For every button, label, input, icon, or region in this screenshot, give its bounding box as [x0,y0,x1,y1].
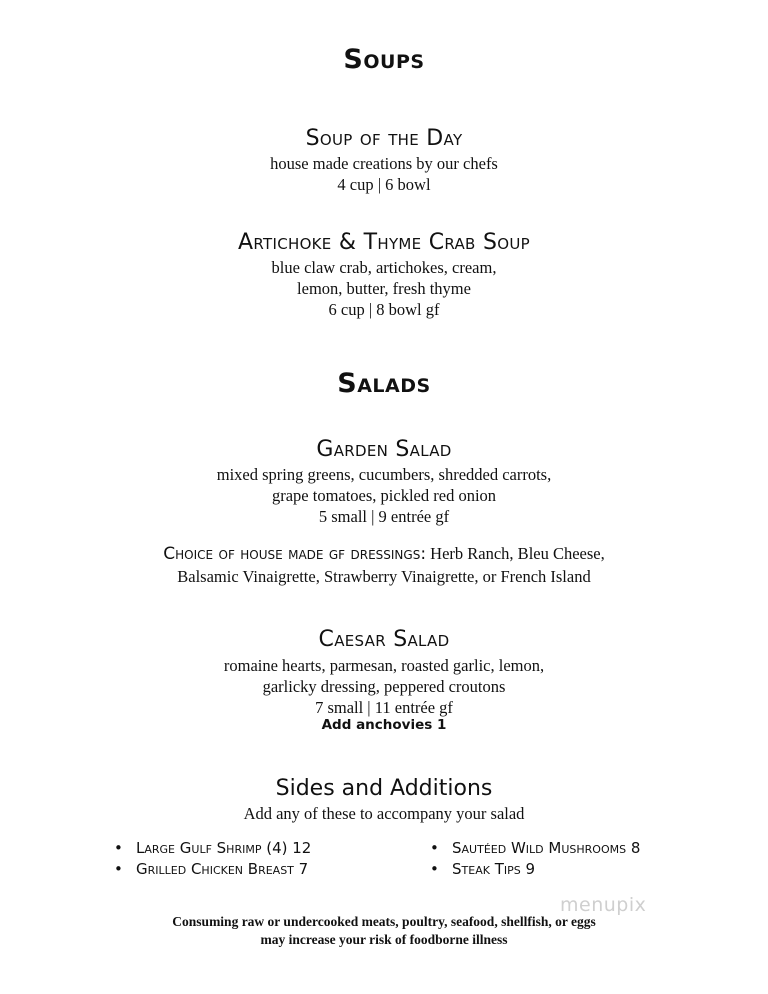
garden-salad-description-1: mixed spring greens, cucumbers, shredded carrots, [216,465,552,484]
dressings-list-1: Herb Ranch, Bleu Cheese, [426,544,605,563]
crab-soup-description-2: lemon, butter, fresh thyme [297,279,471,298]
soups-heading: Soups [343,44,425,75]
soup-of-the-day-name: Soup of the Day [305,126,463,151]
sides-subtitle: Add any of these to accompany your salad [243,804,525,823]
sides-list-right [430,838,640,880]
caesar-salad-price: 7 small | 11 entrée gf [315,698,453,717]
disclaimer-line-1: Consuming raw or undercooked meats, poultry, seafood, shellfish, or eggs [172,914,596,929]
list-item: • Sautéed Wild Mushrooms 8 [430,838,640,859]
soup-of-the-day-price: 4 cup | 6 bowl [337,175,431,194]
caesar-salad-description-1: romaine hearts, parmesan, roasted garlic, lemon, [223,656,545,675]
dressings-line-1 [0,544,768,564]
menupix-watermark: menupix [560,894,647,916]
garden-salad-description-2: grape tomatoes, pickled red onion [271,486,497,505]
salads-heading: Salads [337,368,431,399]
disclaimer-line-2: may increase your risk of foodborne illness [260,932,508,947]
crab-soup-description-1: blue claw crab, artichokes, cream, [271,258,497,277]
dressings-line-2: Balsamic Vinaigrette, Strawberry Vinaigrette, or French Island [177,567,591,586]
caesar-anchovies-addon: Add anchovies 1 [321,717,447,733]
dressings-lead: Choice of house made gf dressings: [163,544,427,564]
sides-heading: Sides and Additions [275,776,493,801]
caesar-salad-description-2: garlicky dressing, peppered croutons [262,677,506,696]
garden-salad-name: Garden Salad [316,437,452,462]
garden-salad-price: 5 small | 9 entrée gf [318,507,450,526]
crab-soup-price: 6 cup | 8 bowl gf [328,300,440,319]
list-item: • Large Gulf Shrimp (4) 12 [114,838,311,859]
caesar-salad-name: Caesar Salad [318,627,450,652]
soup-of-the-day-description: house made creations by our chefs [270,154,498,173]
list-item: • Grilled Chicken Breast 7 [114,859,311,880]
sides-list-left [114,838,311,880]
list-item: • Steak Tips 9 [430,859,640,880]
crab-soup-name: Artichoke & Thyme Crab Soup [238,230,530,255]
